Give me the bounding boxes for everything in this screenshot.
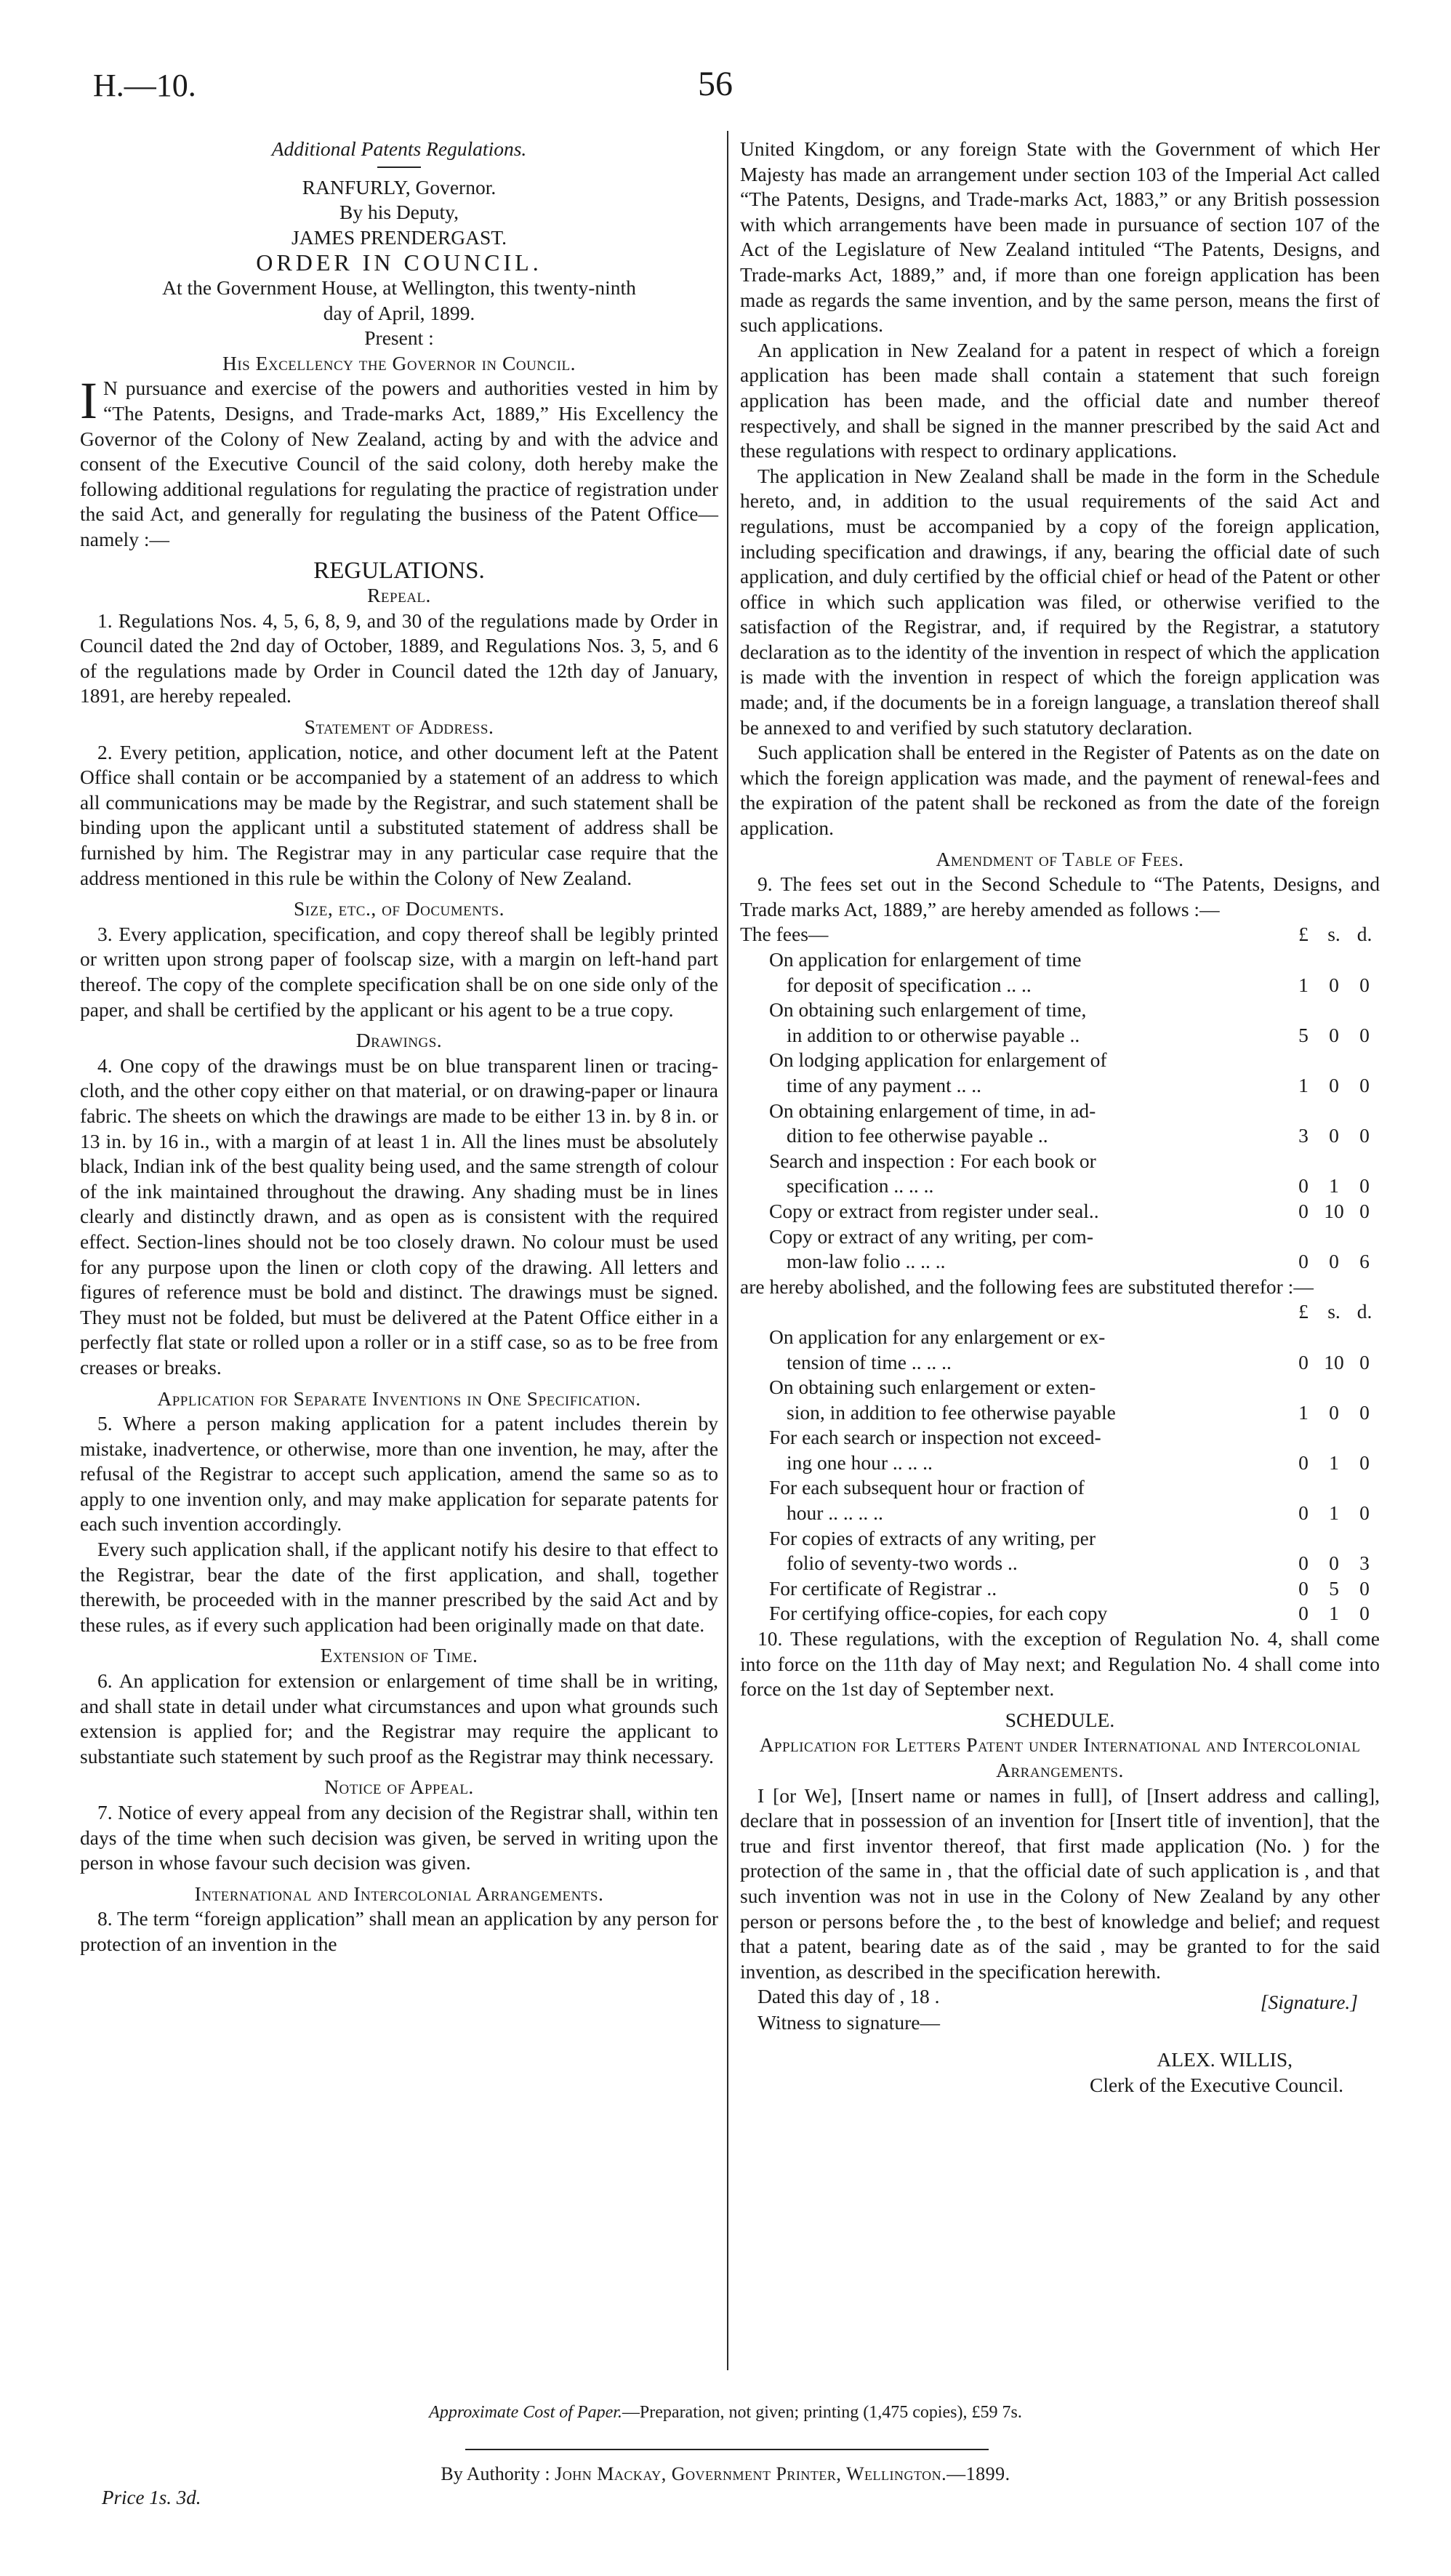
schedule-heading: SCHEDULE. [1005,1708,1115,1731]
location-line-1: At the Government House, at Wellington, this twenty-ninth [162,276,636,299]
intro-text: N pursuance and exercise of the powers and authorities vested in him by “The Patents, Designs, and Trade-marks Act, 1889,” His Excellency the Governor of the Colony of New Zealand, acting by and with the advice and consent of the Executive Council of the said colony, doth hereby make the following additional regulations for regulating the practice of registration under the said Act, and generally for regulating the business of the Patent Office—namely :— [80,377,718,550]
fee-row: On lodging application for enlargement of [769,1048,1107,1072]
heading-international: International and Intercolonial Arrangements. [194,1882,604,1905]
regulation-10: 10. These regulations, with the exception of Regulation No. 4, shall come into force on the 11th day of May next; and Regulation No. 4 shall come into force on the 1st day of September next. [740,1627,1380,1701]
fee-row: On application for enlargement of time [769,948,1082,971]
col-shillings: s. [1327,1300,1341,1323]
fee-row: For each search or inspection not exceed- [769,1426,1101,1449]
col-shillings: s. [1327,923,1341,946]
title-rule [377,166,421,168]
col-pence: d. [1356,1300,1372,1323]
fee-row: hour .. .. .. .. 0 1 0 [787,1501,1370,1525]
cost-text: —Preparation, not given; printing (1,475 copies), £59 7s. [622,2403,1022,2422]
fee-row: sion, in addition to fee otherwise payable 1 0 0 [787,1400,1370,1424]
cost-label: Approximate Cost of Paper. [429,2403,622,2422]
col-pounds: £ [1298,1300,1309,1323]
schedule-subheading: Application for Letters Patent under International and Intercolonial Arrangements. [759,1733,1361,1781]
fee-row: tension of time .. .. .. 0 10 0 [787,1350,1370,1373]
fee-row: in addition to or otherwise payable .. 5 0 0 [787,1023,1370,1046]
column-divider [727,131,728,2370]
col-pence: d. [1356,923,1372,946]
order-title: ORDER IN COUNCIL. [256,249,542,276]
fees-header-row [740,922,1380,947]
section-title: Additional Patents Regulations. [271,137,527,160]
schedule-form-text: I [or We], [Insert name or names in full], of [Insert address and calling], declare that in possession of an invention for [Insert title of invention], that the true and first inventor thereof, that first made application (No. ) for the protection of the same in , that the official date of such application is , and that such invention was not in use in the Colony of New Zealand by any other person or persons before the , to the best of knowledge and belief; and request that a patent, bearing date as of the said , may be granted to for the said invention, as described in the specification herewith. [740,1783,1380,1983]
fee-row: for deposit of specification .. .. 1 0 0 [787,973,1370,996]
regulation-7: 7. Notice of every appeal from any decision of the Registrar shall, within ten days of the time when such decision was given, be served in writing upon the person in whose favour such decision was given. [80,1801,718,1874]
footer-rule [465,2449,989,2450]
regulation-1: 1. Regulations Nos. 4, 5, 6, 8, 9, and 30 of the regulations made by Order in Council dated the 2nd day of October, 1889, and Regulations Nos. 3, 5, and 6 of the regulations made by Order in Council dated the 12th day of January, 1891, are hereby repealed. [80,609,718,707]
regulation-5: 5. Where a person making application for a patent includes therein by mistake, inadvertence, or otherwise, more than one invention, he may, after the refusal of the Registrar to accept such application, amend the same so as to apply to one invention only, and may make application for separate patents for each such invention accordingly. [80,1412,718,1536]
fee-row: ing one hour .. .. .. 0 1 0 [787,1450,1370,1474]
abolished-line: are hereby abolished, and the following fees are substituted therefor :— [740,1275,1314,1298]
old-fees-table [740,922,1380,1274]
clerk-name: ALEX. WILLIS, [1157,2047,1293,2071]
col-pounds: £ [1298,923,1309,946]
present-line: Present : [364,326,434,350]
intro-paragraph [80,372,718,552]
fee-row: For copies of extracts of any writing, per [769,1526,1096,1549]
fee-row: For certifying office-copies, for each copy 0 1 0 [769,1602,1370,1625]
fees-header-row [740,1299,1380,1325]
regulation-8: 8. The term “foreign application” shall mean an application by any person for protection of an invention in the [80,1907,718,1955]
series-number: H.—10. [93,68,196,103]
heading-repeal: Repeal. [367,584,431,607]
regulation-3: 3. Every application, specification, and copy thereof shall be legibly printed or written upon strong paper of foolscap size, with a margin on left-hand part thereof. The copy of the complete specification shall be on one side only of the paper, and shall be certified by the applicant or his agent to be a true copy. [80,922,718,1021]
fee-row: On obtaining such enlargement or exten- [769,1376,1096,1399]
left-column [80,137,718,1957]
heading-appeal: Notice of Appeal. [324,1775,474,1799]
fee-row: For certificate of Registrar .. 0 5 0 [769,1576,1370,1600]
fee-row: Copy or extract from register under seal.. 0 10 0 [769,1199,1370,1222]
regulation-8-foreign-statement: An application in New Zealand for a patent in respect of which a foreign application has been made shall contain a statement that such foreign application has been made, and the official date and number thereof respectively, and shall be signed in the manner prescribed by the said Act and these regulations with respect to ordinary applications. [740,338,1380,462]
heading-size: Size, etc., of Documents. [294,897,505,920]
authority-text: John Mackay, Government Printer, Wellington.—1899. [555,2463,1010,2484]
authority-prefix: By Authority : [441,2463,550,2484]
regulation-8-schedule-form: The application in New Zealand shall be made in the form in the Schedule hereto, and, in addition to the usual requirements of the said Act and regulations, must be accompanied by a copy of the foreign application, including specification and drawings, if any, bearing the official date of such application, and duly certified by the official chief or head of the Patent or other office in which such application was filed, or otherwise verified to the satisfaction of the Registrar, and, if required by the Registrar, a statutory declaration as to the identity of the invention in respect of which the application is made with the invention in respect of which the foreign application was made; and, if the documents be in a foreign language, a translation thereof shall be annexed to and verified by such statutory declaration. [740,464,1380,739]
fee-row: Copy or extract of any writing, per com- [769,1224,1093,1248]
regulation-9: 9. The fees set out in the Second Schedule to “The Patents, Designs, and Trade marks Act, 1889,” are hereby amended as follows :— [740,872,1380,920]
fee-row: On obtaining enlargement of time, in ad- [769,1099,1096,1122]
fee-row: On application for any enlargement or ex- [769,1325,1106,1348]
right-column [740,137,1380,2098]
heading-separate-inventions: Application for Separate Inventions in One Specification. [157,1387,641,1410]
heading-drawings: Drawings. [355,1029,443,1052]
clerk-title: Clerk of the Executive Council. [1089,2073,1343,2096]
regulation-8-register: Such application shall be entered in the Register of Patents as on the date on which the foreign application was made, and the payment of renewal-fees and the expiration of the patent shall be reckoned as from the date of the foreign application. [740,741,1380,840]
regulation-4: 4. One copy of the drawings must be on blue transparent linen or tracing-cloth, and the other copy either on that material, or on drawing-paper or linaura fabric. The sheets on which the drawings are made to be either 13 in. by 8 in. or 13 in. by 16 in., with a margin of at least 1 in. All the lines must be absolutely black, Indian ink of the best quality being used, and the same strength of colour of the ink maintained throughout the drawing. Any shading must be in lines clearly and distinctly drawn, and as open as is consistent with the required effect. Section-lines should not be too closely drawn. No colour must be used for any purpose upon the linen or cloth copy of the drawing. All letters and figures of reference must be bold and distinct. The drawings must be signed. They must not be folded, but must be delivered at the Patent Office either in a perfectly flat state or rolled upon a roller or in a stiff case, so as to be free from creases or breaks. [80,1054,718,1379]
fee-row: mon-law folio .. .. .. 0 0 6 [787,1250,1370,1273]
dated-line [740,1984,1380,2014]
regulation-6: 6. An application for extension or enlargement of time shall be in writing, and shall state in detail under what circumstances and upon what grounds such extension is applied for; and the Registrar may require the applicant to substantiate such statement by such proof as the Registrar may think necessary. [80,1669,718,1768]
regulation-8-continued: United Kingdom, or any foreign State with the Government of which Her Majesty has made an arrangement under section 103 of the Imperial Act called “The Patents, Designs, and Trade-marks Act, 1883,” or any British possession with which arrangements have been made in pursuance of section 107 of the Act of the Legislature of New Zealand intituled “The Patents, Designs, and Trade-marks Act, 1889,” and, if more than one foreign application has been made as regards the same invention, and by the same person, means the first of such applications. [740,137,1380,337]
deputy-line: By his Deputy, [339,201,459,224]
new-fees-table [740,1299,1380,1626]
price: Price 1s. 3d. [102,2487,201,2508]
fee-row: For each subsequent hour or fraction of [769,1476,1085,1499]
council-line: His Excellency the Governor in Council. [222,351,576,374]
fee-row: specification .. .. .. 0 1 0 [787,1174,1370,1197]
fee-row: time of any payment .. .. 1 0 0 [787,1073,1370,1096]
printer-authority [0,2463,1451,2485]
heading-extension: Extension of Time. [320,1644,478,1667]
heading-fees: Amendment of Table of Fees. [936,847,1184,870]
fee-row: On obtaining such enlargement of time, [769,998,1087,1022]
fee-row: folio of seventy-two words .. 0 0 3 [787,1552,1370,1575]
fee-row: dition to fee otherwise payable .. 3 0 0 [787,1124,1370,1147]
drop-cap: I [80,372,97,430]
page-number: 56 [698,65,733,103]
location-line-2: day of April, 1899. [323,301,475,324]
governor-line: RANFURLY, Governor. [302,175,497,198]
deputy-name: JAMES PRENDERGAST. [292,225,507,249]
regulations-heading: REGULATIONS. [313,557,485,584]
cost-note [0,2403,1451,2423]
fees-label: The fees— [740,923,829,946]
dated-text: Dated this day of , 18 . [757,1985,940,2008]
heading-address: Statement of Address. [304,715,494,739]
regulation-2: 2. Every petition, application, notice, and other document left at the Patent Office shall contain or be accompanied by a statement of an address to which all communications may be made by the Registrar, and such statement shall be binding upon the applicant until a substituted statement of address shall be furnished by him. The Registrar may in any particular case require that the address mentioned in this rule be within the Colony of New Zealand. [80,740,718,889]
witness-line: Witness to signature— [757,2011,940,2034]
regulation-5-continued: Every such application shall, if the applicant notify his desire to that effect to the Registrar, bear the date of the first application, and shall, together therewith, be proceeded with in the manner prescribed by the said Act and by these rules, as if every such application had been originally made on that date. [80,1538,718,1636]
fee-row: Search and inspection : For each book or [769,1149,1096,1172]
signature-label: [Signature.] [1260,1991,1358,2014]
